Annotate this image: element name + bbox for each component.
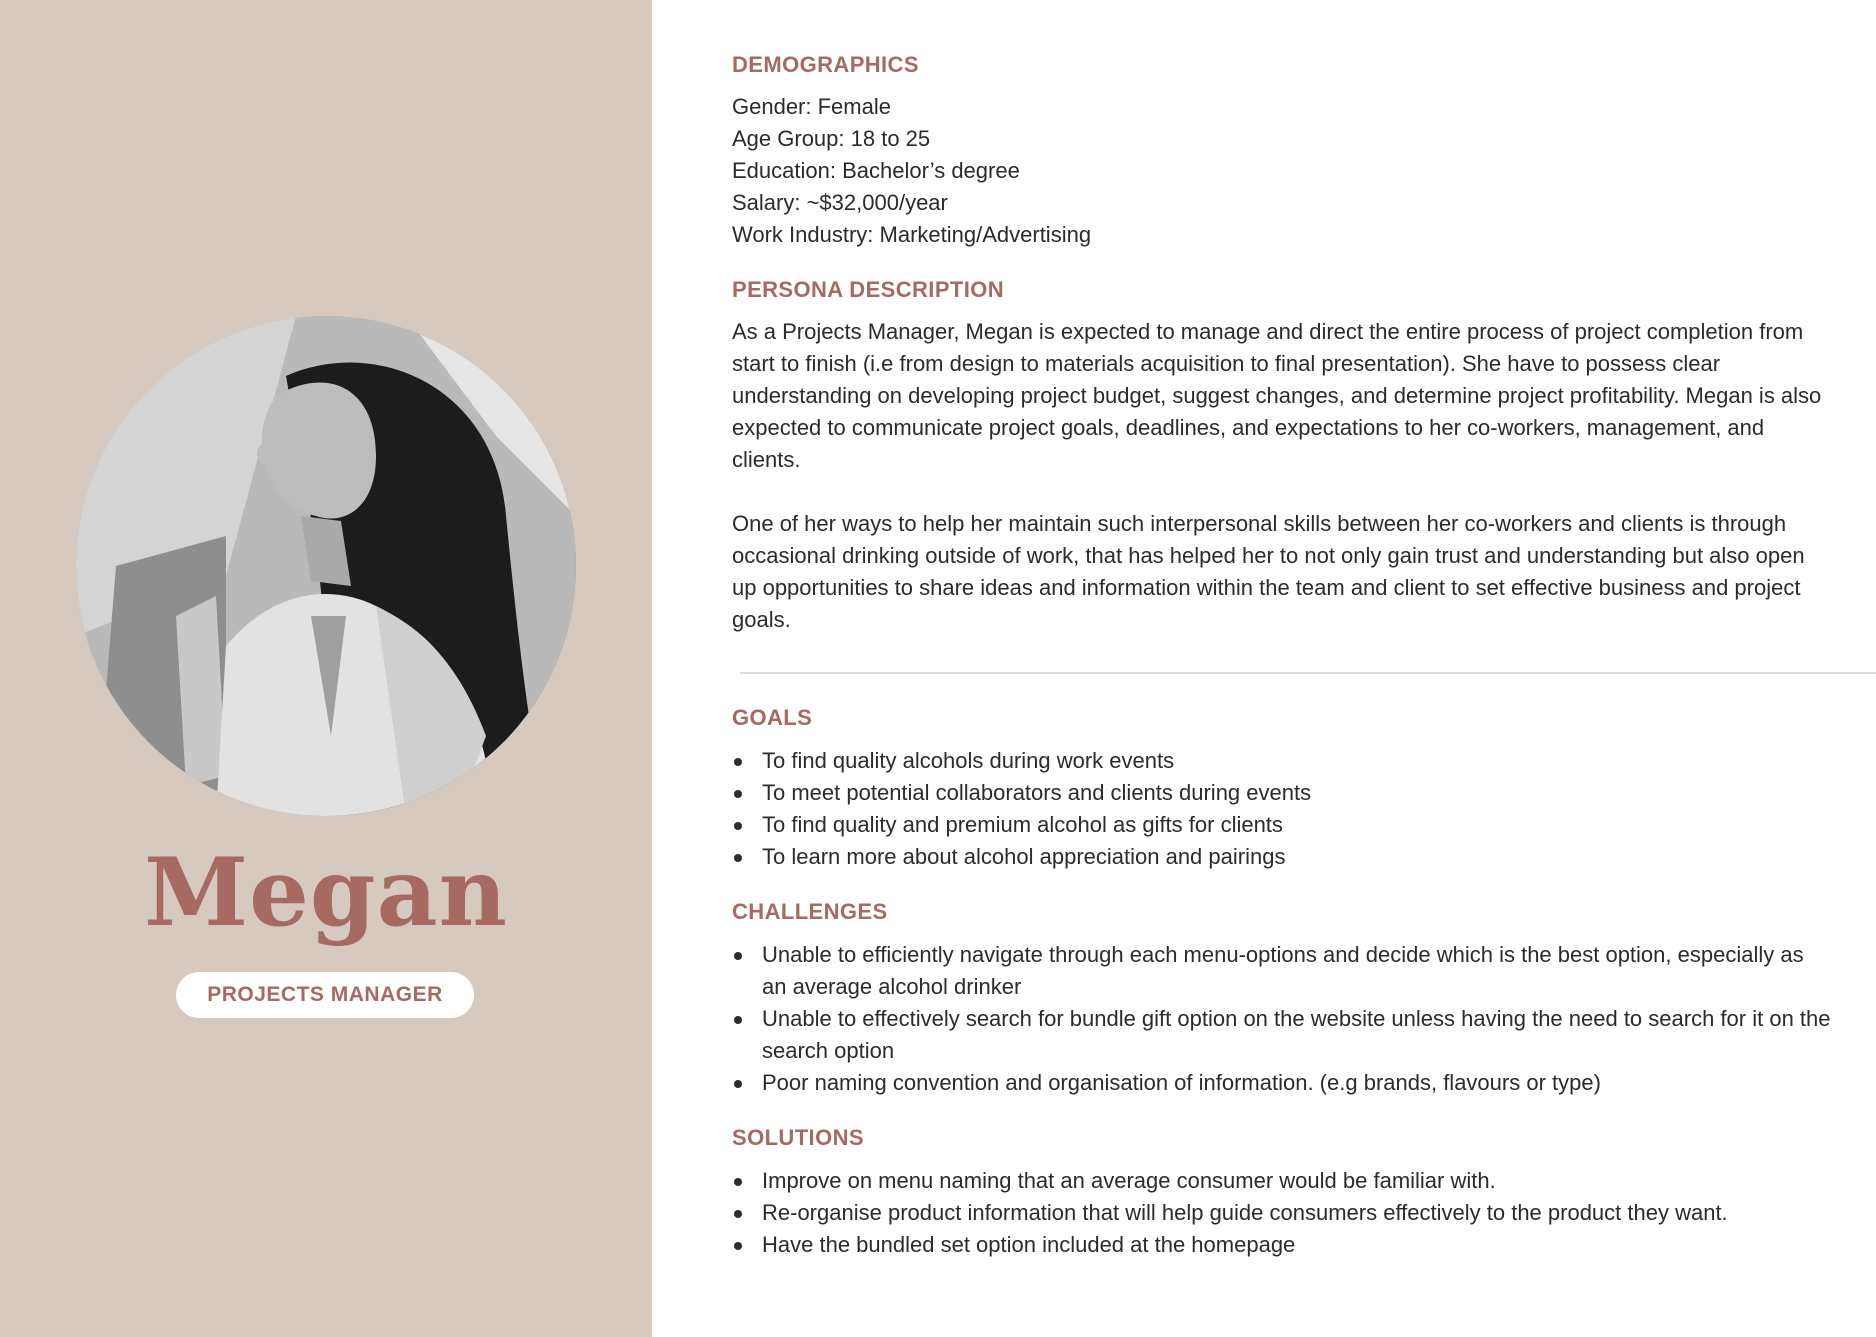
goal-item: To find quality alcohols during work events <box>732 745 1832 777</box>
bullet-icon <box>734 1242 742 1250</box>
persona-name: Megan <box>144 838 508 948</box>
goal-item: To find quality and premium alcohol as gifts for clients <box>732 809 1832 841</box>
challenge-item: Poor naming convention and organisation of information. (e.g brands, flavours or type) <box>732 1067 1832 1099</box>
bullet-icon <box>734 854 742 862</box>
persona-photo <box>76 316 576 816</box>
solution-item: Re-organise product information that will help guide consumers effectively to the product they want. <box>732 1197 1832 1229</box>
challenge-item: Unable to effectively search for bundle gift option on the website unless having the need to search for it on the search option <box>732 1003 1832 1067</box>
description-heading: PERSONA DESCRIPTION <box>732 277 1005 302</box>
goals-list <box>732 745 1832 873</box>
demographic-industry: Work Industry: Marketing/Advertising <box>732 222 1092 247</box>
solution-item: Have the bundled set option included at the homepage <box>732 1229 1832 1261</box>
bullet-icon <box>734 952 742 960</box>
goal-item: To learn more about alcohol appreciation and pairings <box>732 841 1832 873</box>
description-paragraph-2: One of her ways to help her maintain such interpersonal skills between her co-workers and clients is through occasional drinking outside of work, that has helped her to not only gain trust and understanding but also open up opportunities to share ideas and information within the team and client to set effective business and project goals. <box>732 511 1805 632</box>
section-divider <box>740 672 1876 674</box>
profile-panel <box>0 0 652 1337</box>
bullet-icon <box>734 1080 742 1088</box>
solutions-list <box>732 1165 1832 1261</box>
description-paragraph-1: As a Projects Manager, Megan is expected to manage and direct the entire process of project completion from start to finish (i.e from design to materials acquisition to final presentation). She have to possess clear understanding on developing project budget, suggest changes, and determine project profitability. Megan is also expected to communicate project goals, deadlines, and expectations to her co-workers, management, and clients. <box>732 319 1822 472</box>
bullet-icon <box>734 790 742 798</box>
challenges-heading: CHALLENGES <box>732 899 888 924</box>
challenge-item: Unable to efficiently navigate through each menu-options and decide which is the best option, especially as an average alcohol drinker <box>732 939 1832 1003</box>
bullet-icon <box>734 822 742 830</box>
demographic-salary: Salary: ~$32,000/year <box>732 190 948 215</box>
goals-heading: GOALS <box>732 705 813 730</box>
portrait-illustration <box>76 316 576 816</box>
demographic-gender: Gender: Female <box>732 94 891 119</box>
role-badge: PROJECTS MANAGER <box>176 972 474 1018</box>
demographics-heading: DEMOGRAPHICS <box>732 52 919 77</box>
bullet-icon <box>734 758 742 766</box>
demographic-education: Education: Bachelor’s degree <box>732 158 1020 183</box>
goal-item: To meet potential collaborators and clients during events <box>732 777 1832 809</box>
demographics-list <box>732 91 1091 251</box>
bullet-icon <box>734 1210 742 1218</box>
challenges-list <box>732 939 1832 1099</box>
bullet-icon <box>734 1016 742 1024</box>
solution-item: Improve on menu naming that an average consumer would be familiar with. <box>732 1165 1832 1197</box>
bullet-icon <box>734 1178 742 1186</box>
demographic-age: Age Group: 18 to 25 <box>732 126 931 151</box>
solutions-heading: SOLUTIONS <box>732 1125 864 1150</box>
